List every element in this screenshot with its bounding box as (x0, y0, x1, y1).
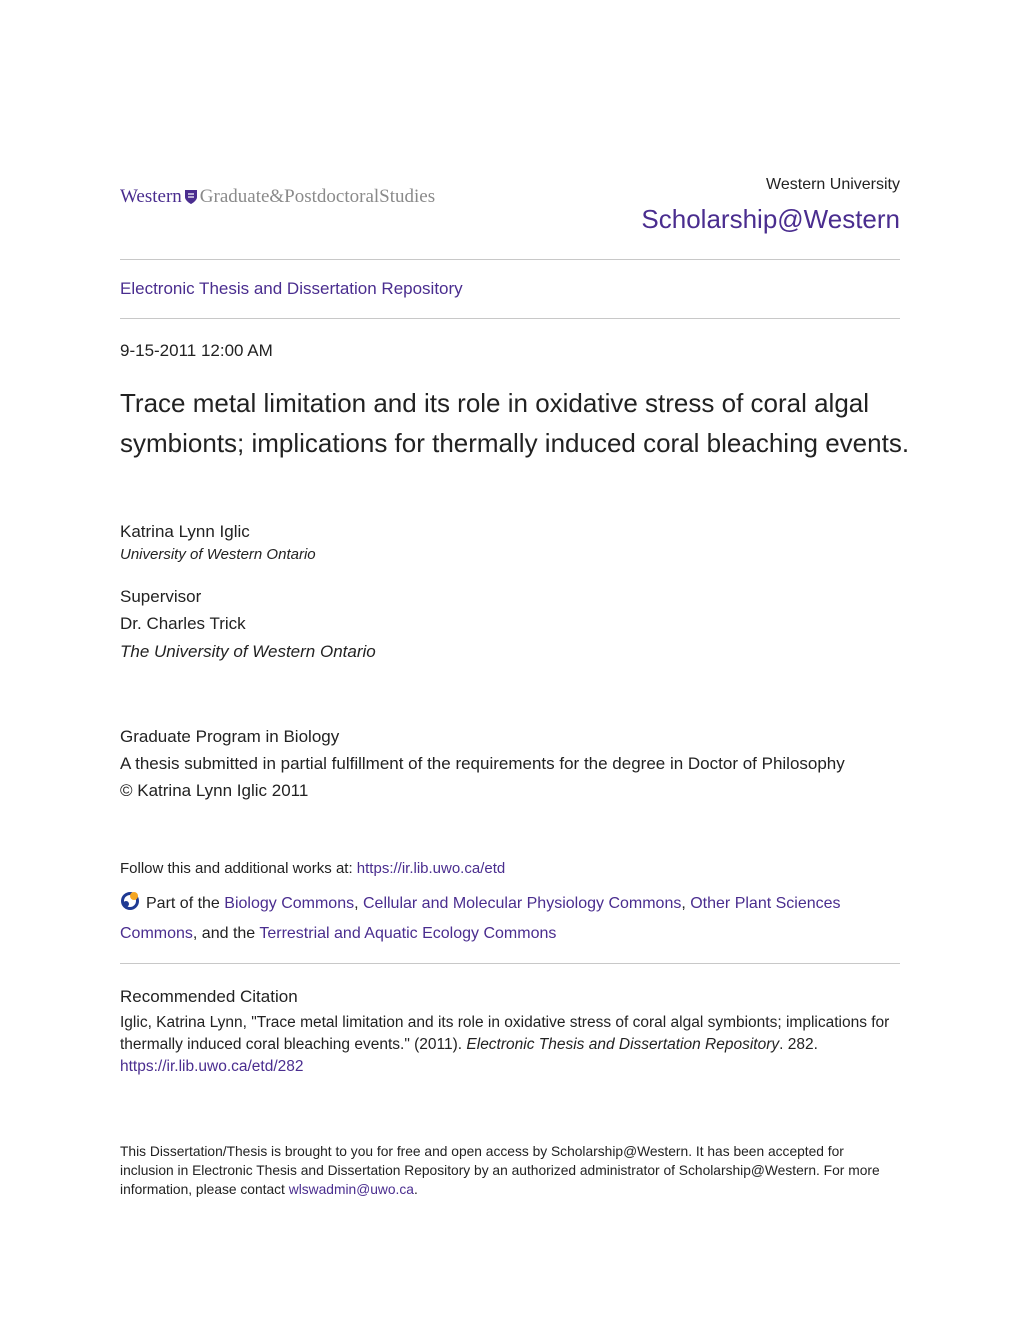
etd-link[interactable]: https://ir.lib.uwo.ca/etd (356, 860, 506, 877)
repository-link[interactable]: Electronic Thesis and Dissertation Repository (120, 279, 463, 298)
separator: , (681, 895, 691, 912)
separator: , and the (192, 925, 260, 942)
supervisor-heading: Supervisor (120, 587, 202, 606)
recommended-citation (120, 1012, 900, 1078)
contact-email-link[interactable]: wlswadmin@uwo.ca (288, 1182, 414, 1197)
logo-gps-text: Graduate&PostdoctoralStudies (199, 186, 436, 207)
header-divider (120, 259, 900, 260)
scholarship-western-link[interactable]: Scholarship@Western (641, 204, 900, 234)
part-of-prefix: Part of the (146, 895, 225, 912)
graduate-program: Graduate Program in Biology (120, 727, 340, 746)
follow-line (120, 860, 505, 877)
access-notice (120, 1142, 900, 1199)
supervisor-name: Dr. Charles Trick (120, 614, 246, 633)
separator: , (354, 895, 363, 912)
thesis-title: Trace metal limitation and its role in oxidative stress of coral algal symbionts; implications for thermally induced coral bleaching events. (120, 388, 910, 458)
institution-name: Western University (766, 176, 900, 193)
supervisor-affiliation: The University of Western Ontario (120, 642, 376, 661)
repository-divider (120, 318, 900, 319)
terrestrial-aquatic-ecology-commons-link[interactable]: Terrestrial and Aquatic Ecology Commons (259, 925, 557, 942)
citation-heading: Recommended Citation (120, 987, 298, 1006)
other-plant-sciences-commons-link[interactable]: Other Plant Sciences Commons (120, 895, 841, 942)
copyright: © Katrina Lynn Iglic 2011 (120, 781, 309, 800)
access-notice-end: . (413, 1182, 418, 1197)
logo-western-text: Western (120, 186, 182, 207)
degree-statement: A thesis submitted in partial fulfillment of the requirements for the degree in Doctor of Philosophy (120, 754, 845, 773)
network-icon (120, 891, 142, 920)
crest-icon (184, 189, 198, 205)
cellular-molecular-physiology-commons-link[interactable]: Cellular and Molecular Physiology Commons (362, 895, 682, 912)
citation-number: . 282. (779, 1036, 818, 1053)
citation-divider (120, 963, 900, 964)
degree-info (120, 723, 900, 804)
part-of-line (120, 890, 900, 947)
access-notice-text: This Dissertation/Thesis is brought to you for free and open access by Scholarship@Western. It has been accepted for inclusion in Electronic Thesis and Dissertation Repository by an authorized administrator of Scholarship@Western. For more information, please contact (120, 1144, 880, 1197)
biology-commons-link[interactable]: Biology Commons (224, 895, 355, 912)
western-gps-logo[interactable] (120, 186, 435, 208)
citation-journal: Electronic Thesis and Dissertation Repository (466, 1036, 780, 1053)
author-name: Katrina Lynn Iglic (120, 522, 250, 541)
follow-text: Follow this and additional works at: (120, 860, 357, 877)
citation-text: Iglic, Katrina Lynn, "Trace metal limitation and its role in oxidative stress of coral algal symbionts; implications for thermally induced coral bleaching events." (2011). (120, 1014, 890, 1053)
publication-date: 9-15-2011 12:00 AM (120, 341, 273, 360)
author-affiliation: University of Western Ontario (120, 546, 316, 563)
citation-url-link[interactable]: https://ir.lib.uwo.ca/etd/282 (120, 1058, 304, 1075)
